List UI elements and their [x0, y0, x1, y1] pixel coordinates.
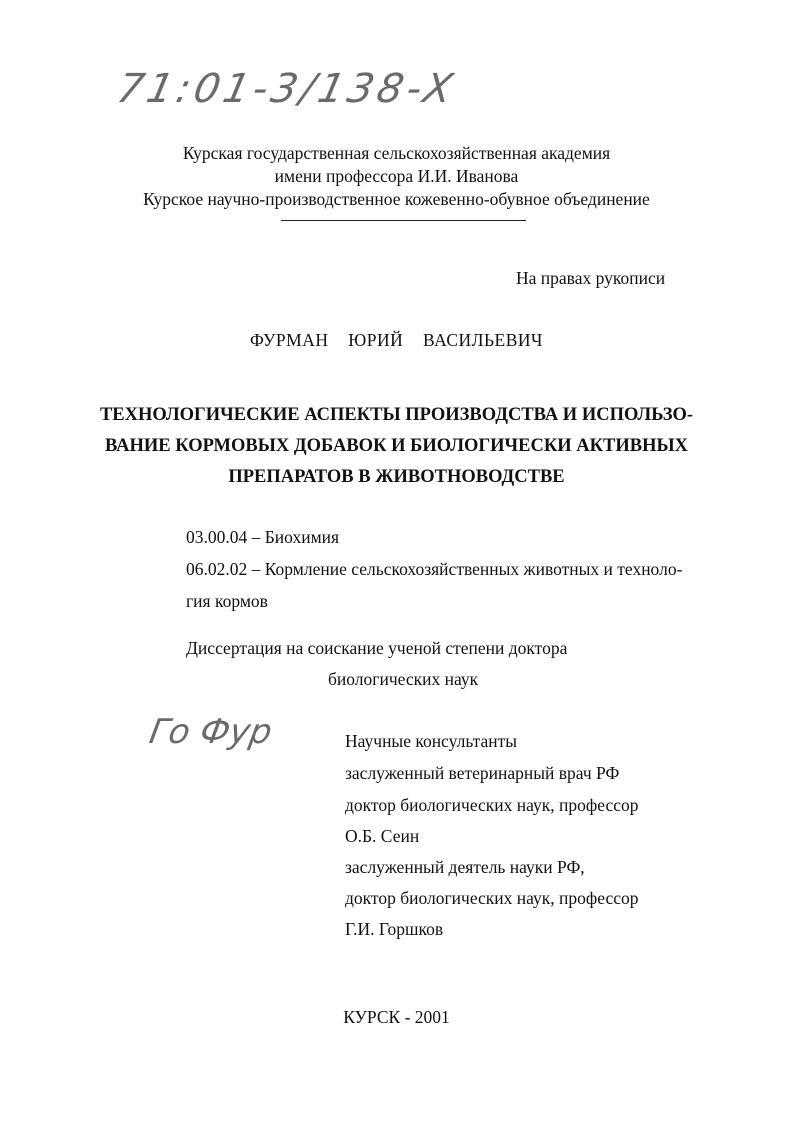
consultant-1-title: заслуженный ветеринарный врач РФ: [345, 763, 620, 783]
degree-line-1: Диссертация на соискание ученой степени доктора: [186, 638, 568, 658]
title-line-3: ПРЕПАРАТОВ В ЖИВОТНОВОДСТВЕ: [228, 467, 565, 487]
header-divider: [281, 220, 526, 221]
consultant-2-title: заслуженный деятель науки РФ,: [345, 857, 585, 877]
consultant-1-degree: доктор биологических наук, профессор: [345, 795, 639, 815]
institution-line-1: Курская государственная сельскохозяйственная академия: [182, 143, 611, 163]
consultant-2-name: Г.И. Горшков: [345, 919, 444, 939]
institution-line-2: имени профессора И.И. Иванова: [274, 166, 519, 186]
specialty-biochemistry: 03.00.04 – Биохимия: [186, 527, 340, 547]
title-line-2: ВАНИЕ КОРМОВЫХ ДОБАВОК И БИОЛОГИЧЕСКИ АКТИВНЫХ: [104, 436, 689, 456]
consultant-1-name: О.Б. Сеин: [345, 826, 420, 846]
handwritten-signature: Го Фур: [146, 712, 276, 752]
archive-code-handwritten: 71:01-3/138-X: [113, 66, 461, 112]
author-name: ФУРМАН ЮРИЙ ВАСИЛЬЕВИЧ: [250, 330, 543, 350]
manuscript-note: На правах рукописи: [516, 268, 666, 288]
city-year: КУРСК - 2001: [343, 1007, 450, 1027]
specialty-feeding-continued: гия кормов: [186, 591, 268, 611]
title-line-1: ТЕХНОЛОГИЧЕСКИЕ АСПЕКТЫ ПРОИЗВОДСТВА И ИСПОЛЬЗО-: [99, 405, 694, 425]
institution-line-3: Курское научно-производственное кожевенно-обувное объединение: [143, 189, 650, 209]
specialty-feeding: 06.02.02 – Кормление сельскохозяйственных животных и техноло-: [186, 559, 683, 579]
consultants-heading: Научные консультанты: [345, 731, 518, 751]
degree-line-2: биологических наук: [328, 669, 479, 689]
consultant-2-degree: доктор биологических наук, профессор: [345, 888, 639, 908]
